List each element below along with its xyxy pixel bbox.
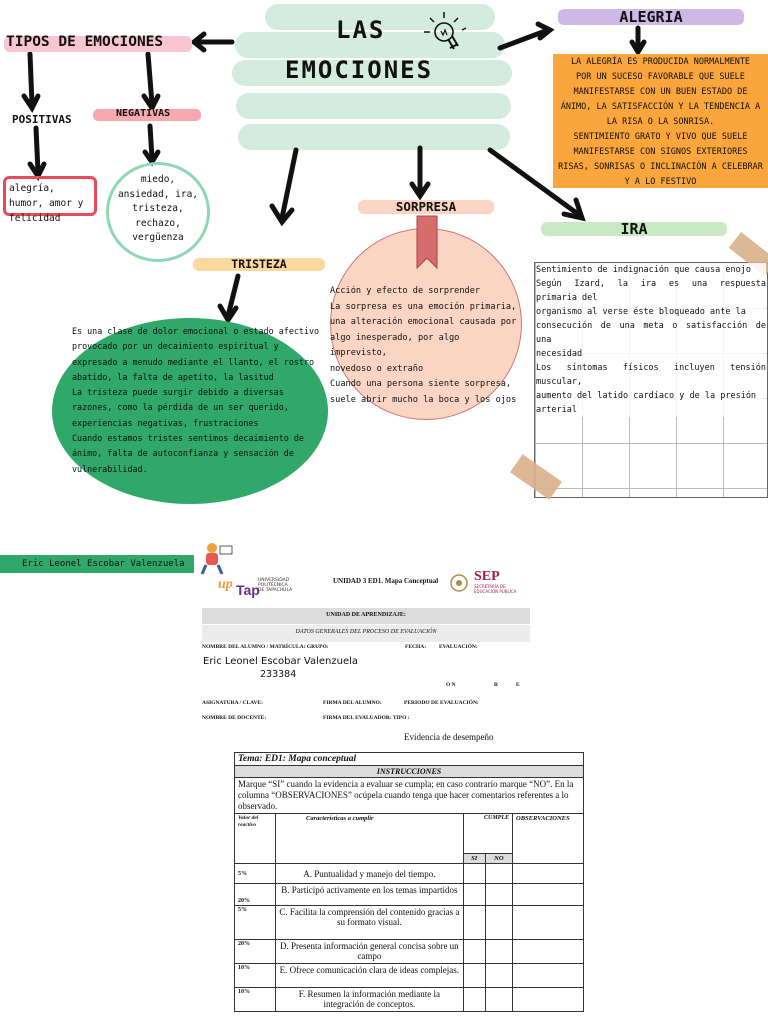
ira-line-0: Sentimiento de indignación que causa enojo xyxy=(536,265,751,275)
sorpresa-line-2: una alteración emocional causada por xyxy=(330,317,517,327)
tristeza-line-3: abatido, la falta de apetito, la lasitud xyxy=(72,371,274,382)
datos-bar xyxy=(202,625,530,642)
rubric-row-2-value-text: 5% xyxy=(238,907,247,913)
tristeza-line-5: razones, como la pérdida de un ser querido, xyxy=(72,402,289,413)
rubric-row-0-text xyxy=(276,864,464,884)
tristeza-heading: TRISTEZA xyxy=(193,258,325,271)
rubric-row-4-no[interactable] xyxy=(485,964,512,988)
tristeza-line-0: Es una clase de dolor emocional o estado afectivo xyxy=(72,326,320,336)
upt-logo-tap: Tap xyxy=(236,582,260,598)
rubric-row-2-si[interactable] xyxy=(463,906,485,940)
rubric-row-0-no[interactable] xyxy=(485,864,512,884)
col-valor-label: Valor del reactivo xyxy=(238,815,259,828)
rubric-row-0-value xyxy=(235,864,276,884)
rubric-row-0-si[interactable] xyxy=(463,864,485,884)
rubric-row-5-no[interactable] xyxy=(485,988,512,1012)
col-valor-header xyxy=(235,814,276,864)
rubric-row-4-obs[interactable] xyxy=(513,964,584,988)
row1-a: NOMBRE DEL ALUMNO / MATRÍCULA: GRUPO: xyxy=(202,644,329,650)
rubric-row-5-obs[interactable] xyxy=(513,988,584,1012)
onre-r: R xyxy=(494,682,498,688)
sorpresa-tape xyxy=(414,214,440,270)
tristeza-text xyxy=(72,324,320,477)
row3-b: FIRMA DEL EVALUADOR: TIPO : xyxy=(323,715,410,721)
alegria-line-0: LA ALEGRÍA ES PRODUCIDA NORMALMENTE xyxy=(570,57,751,67)
ira-line-2: organismo al verse éste bloqueado ante la xyxy=(536,307,746,317)
rubric-row-2-no[interactable] xyxy=(485,906,512,940)
rubric-row-5-value-text: 10% xyxy=(238,989,250,995)
rubric-row-3-obs[interactable] xyxy=(513,940,584,964)
col-car-label: Características a cumplir xyxy=(306,815,374,822)
upt-logo-prefix: up xyxy=(218,577,233,592)
rubric-row-4-label: E. Ofrece comunicación clara de ideas complejas. xyxy=(279,965,460,975)
sorpresa-heading: SORPRESA xyxy=(358,200,494,214)
rubric-row-2-obs[interactable] xyxy=(513,906,584,940)
ira-line-6: aumento del latido cardíaco y de la presión xyxy=(536,391,757,401)
tristeza-line-8: ánimo, falta de autoconfianza y sensación de xyxy=(72,448,294,459)
onre-e: E xyxy=(516,682,520,688)
tipos-heading: TIPOS DE EMOCIONES xyxy=(6,34,164,50)
alegria-heading: ALEGRIA xyxy=(558,9,744,25)
ira-line-5: Los síntomas físicos incluyen tensión muscular, xyxy=(536,363,766,387)
negativas-item-1: ansiedad, ira, xyxy=(117,188,199,200)
alegria-line-6: MANIFESTARSE CON SIGNOS EXTERIORES xyxy=(573,147,748,157)
rubric-row-1-label: B. Participó activamente en los temas impartidos xyxy=(281,885,458,895)
col-cumple-label: CUMPLE xyxy=(483,815,509,821)
rubric-row-1-value-text: 20% xyxy=(238,898,250,904)
rubric-row-3-si[interactable] xyxy=(463,940,485,964)
title-line-1: LAS xyxy=(336,16,386,44)
tristeza-line-9: vulnerabilidad. xyxy=(72,463,148,474)
negativas-item-0: miedo, xyxy=(140,174,176,185)
positivas-box xyxy=(3,176,97,224)
col-si-label: SI xyxy=(471,855,478,862)
tristeza-line-7: Cuando estamos tristes sentimos decaimiento de xyxy=(72,433,304,444)
row2-a: ASIGNATURA / CLAVE: xyxy=(202,700,263,706)
row3-a: NOMBRE DE DOCENTE: xyxy=(202,715,267,721)
title-line-2: EMOCIONES xyxy=(285,56,434,84)
negativas-item-3: rechazo, xyxy=(135,217,181,229)
tristeza-line-6: experiencias negativas, frustraciones xyxy=(72,417,259,428)
negativas-item-4: vergüenza xyxy=(132,232,184,243)
rubric-row-5-si[interactable] xyxy=(463,988,485,1012)
rubric-row-4-si[interactable] xyxy=(463,964,485,988)
row1-b: FECHA: xyxy=(405,644,427,650)
rubric-row-3-value xyxy=(235,940,276,964)
alegria-line-5: SENTIMIENTO GRATO Y VIVO QUE SUELE xyxy=(573,132,748,142)
rubric-row-1-obs[interactable] xyxy=(513,884,584,906)
sep-sub-1: EDUCACIÓN PÚBLICA xyxy=(474,588,517,594)
sorpresa-text xyxy=(330,284,520,408)
alegria-line-8: Y A LO FESTIVO xyxy=(624,177,697,187)
positivas-label: POSITIVAS xyxy=(12,113,72,126)
col-si-header xyxy=(463,854,485,864)
alegria-line-4: LA RISA O LA SONRISA. xyxy=(606,117,715,127)
rubric-row-1-no[interactable] xyxy=(485,884,512,906)
rubric-row-3-no[interactable] xyxy=(485,940,512,964)
negativas-item-2: tristeza, xyxy=(132,203,184,214)
rubric-row-3-label: D. Presenta información general concisa sobre un campo xyxy=(280,941,459,961)
alegria-line-2: MANIFESTARSE CON UN BUEN ESTADO DE xyxy=(573,87,748,97)
rubric-row-3-value-text: 20% xyxy=(238,941,250,947)
row1-c: EVALUACIÓN: xyxy=(439,644,478,650)
upt-logo xyxy=(218,572,233,593)
rubric-row-1-value xyxy=(235,884,276,906)
rubric-row-1-text xyxy=(276,884,464,906)
sep-logo: SEP xyxy=(474,569,500,584)
alegria-box xyxy=(553,54,768,188)
rubric-row-5-value xyxy=(235,988,276,1012)
instrucciones-label: INSTRUCCIONES xyxy=(376,767,442,776)
author-bar xyxy=(0,555,194,573)
mexico-seal-icon xyxy=(448,573,470,593)
rubric-row-2-label: C. Facilita la comprensión del contenido gracias a su formato visual. xyxy=(279,907,460,927)
instrucciones-text: Marque “SI” cuando la evidencia a evaluar se cumpla; en caso contrario marque “NO”. En la columna “OBSERVACIONES” ocúpela cuando tenga que hacer comentarios referentes a lo observado. xyxy=(238,779,574,811)
rubric-row-0-obs[interactable] xyxy=(513,864,584,884)
tristeza-line-4: La tristeza puede surgir debido a diversas xyxy=(72,387,284,398)
datos-label: DATOS GENERALES DEL PROCESO DE EVALUACIÓN xyxy=(295,629,437,635)
rubric-table xyxy=(234,752,584,1012)
university-line-1: POLITÉCNICA xyxy=(258,583,288,588)
negativas-label: NEGATIVAS xyxy=(116,108,171,119)
sep-subtitle xyxy=(474,585,516,594)
tema-cell xyxy=(235,753,584,766)
sorpresa-line-0: Acción y efecto de sorprender xyxy=(330,286,481,296)
col-no-label: NO xyxy=(494,855,504,862)
instrucciones-cell xyxy=(235,766,584,778)
rubric-row-3-text xyxy=(276,940,464,964)
ira-line-1: Según Izard, la ira es una respuesta primaria del xyxy=(536,279,766,303)
rubric-row-4-value-text: 10% xyxy=(238,965,250,971)
row2-c: PERIODO DE EVALUACIÓN: xyxy=(404,700,479,706)
tristeza-line-2: expresado a menudo mediante el llanto, el rostro xyxy=(72,356,315,367)
ira-line-3: consecución de una meta o satisfacción de una xyxy=(536,321,766,345)
col-cumple-header xyxy=(463,814,512,854)
sorpresa-line-3: algo inesperado, por algo imprevisto, xyxy=(330,332,460,358)
row2-b: FIRMA DEL ALUMNO: xyxy=(323,700,382,706)
alegria-line-3: ÁNIMO, LA SATISFACCIÓN Y LA TENDENCIA A xyxy=(560,102,761,112)
tema-label: Tema: ED1: Mapa conceptual xyxy=(238,754,357,764)
sep-sub-0: SECRETARÍA DE xyxy=(474,584,506,589)
rubric-row-4-value xyxy=(235,964,276,988)
rubric-row-0-label: A. Puntualidad y manejo del tiempo. xyxy=(303,868,436,879)
student-id: 233384 xyxy=(260,669,297,680)
rubric-row-4-text xyxy=(276,964,464,988)
negativas-circle xyxy=(106,162,210,262)
col-obs-header xyxy=(513,814,584,864)
rubric-row-2-text xyxy=(276,906,464,940)
col-obs-label: OBSERVACIONES xyxy=(516,815,570,822)
sorpresa-line-1: La sorpresa es una emoción primaria, xyxy=(330,301,517,312)
university-line-0: UNIVERSIDAD xyxy=(258,578,290,583)
ira-line-4: necesidad xyxy=(536,349,583,359)
student-name: Eric Leonel Escobar Valenzuela xyxy=(203,656,359,667)
onre-o: O N xyxy=(446,682,456,688)
alegria-line-7: RISAS, SONRISAS O INCLINACIÓN A CELEBRAR xyxy=(558,162,763,172)
unit-title: UNIDAD 3 ED1. Mapa Conceptual xyxy=(333,577,439,585)
evidencia-label: Evidencia de desempeño xyxy=(404,732,494,742)
unidad-bar xyxy=(202,608,530,624)
alegria-line-1: POR UN SUCESO FAVORABLE QUE SUELE xyxy=(576,72,745,82)
ira-heading: IRA xyxy=(541,222,727,236)
ira-line-7: arterial xyxy=(536,405,577,415)
col-car-header xyxy=(276,814,464,864)
col-no-header xyxy=(485,854,512,864)
rubric-row-2-value xyxy=(235,906,276,940)
unidad-label: UNIDAD DE APRENDIZAJE: xyxy=(326,612,406,618)
university-line-2: DE TAPACHULA xyxy=(258,588,293,593)
tristeza-line-1: provocado por un decaimiento espiritual y xyxy=(72,341,279,352)
positivas-text: alegría, humor, amor y felicidad xyxy=(9,183,84,224)
rubric-row-5-label: F. Resumen la información mediante la integración de conceptos. xyxy=(298,989,440,1009)
sorpresa-line-5: Cuando una persona siente sorpresa, xyxy=(330,379,512,389)
rubric-row-1-si[interactable] xyxy=(463,884,485,906)
university-name xyxy=(258,578,292,593)
author-name: Eric Leonel Escobar Valenzuela xyxy=(22,559,185,569)
rubric-row-0-value-text: 5% xyxy=(238,870,247,877)
ira-text xyxy=(536,263,766,417)
sorpresa-line-6: suele abrir mucho la boca y los ojos xyxy=(330,394,517,405)
instrucciones-text-cell xyxy=(235,778,584,814)
rubric-row-5-text xyxy=(276,988,464,1012)
sorpresa-line-4: novedoso o extraño xyxy=(330,363,424,374)
